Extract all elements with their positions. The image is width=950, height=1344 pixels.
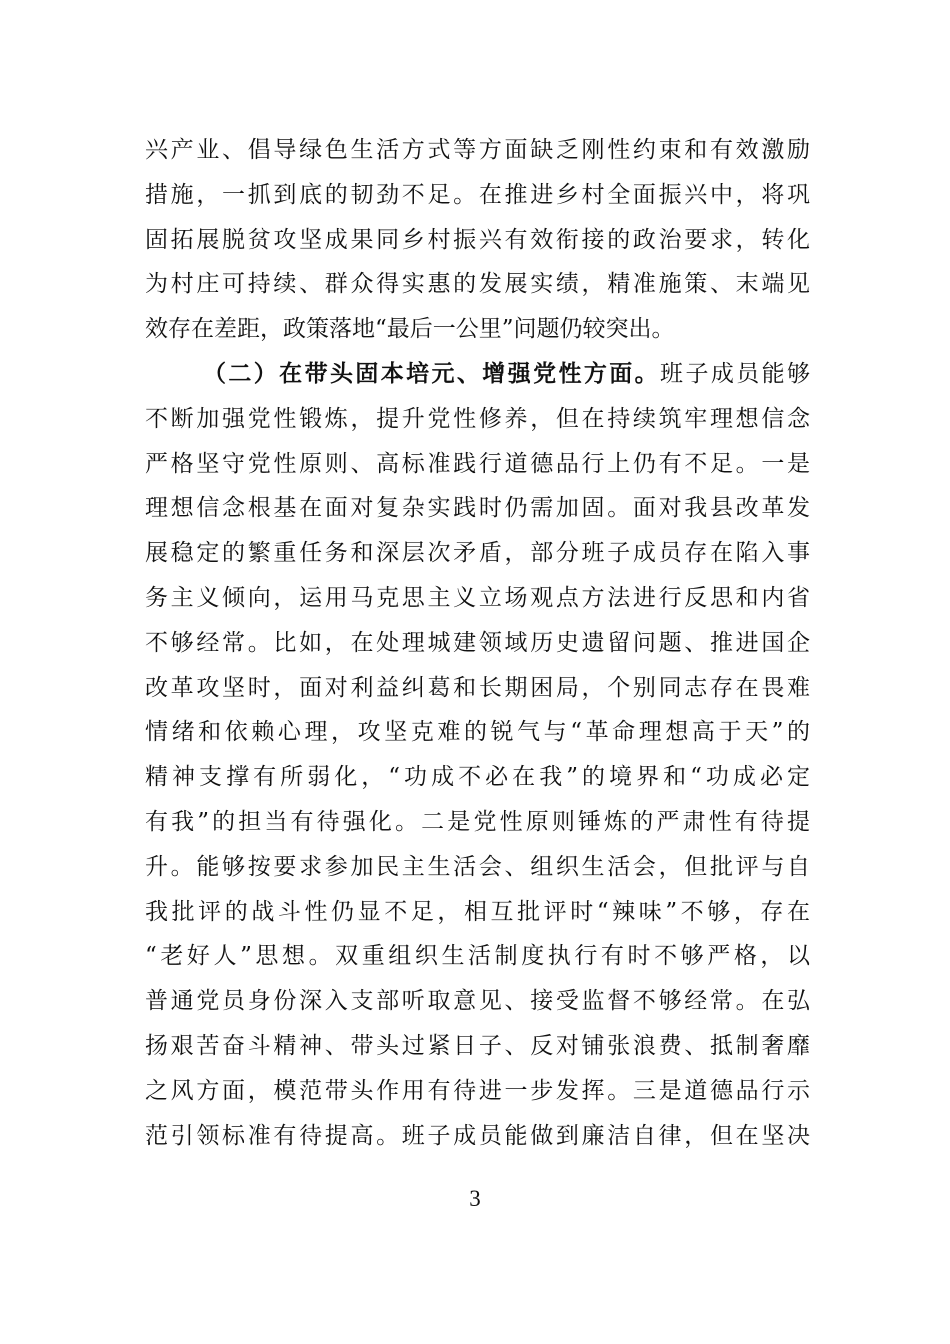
text-line: 理想信念根基在面对复杂实践时仍需加固。面对我县改革发 [145,495,810,522]
text-line: “老好人”思想。双重组织生活制度执行有时不够严格，以 [145,943,810,970]
text-line: 不断加强党性锻炼，提升党性修养，但在持续筑牢理想信念 [145,405,810,432]
text-line: 有我”的担当有待强化。二是党性原则锤炼的严肃性有待提 [145,808,810,835]
text-line: 效存在差距，政策落地“最后一公里”问题仍较突出。 [145,316,675,343]
text-line: 务主义倾向，运用马克思主义立场观点方法进行反思和内省 [145,584,810,611]
text-line: 普通党员身份深入支部听取意见、接受监督不够经常。在弘 [145,988,810,1015]
section-heading-line [145,352,810,397]
text-line: 不够经常。比如，在处理城建领域历史遗留问题、推进国企 [145,629,810,656]
text-line: 范引领标准有待提高。班子成员能做到廉洁自律，但在坚决 [145,1122,810,1149]
text-line: 改革攻坚时，面对利益纠葛和长期困局，个别同志存在畏难 [145,674,810,701]
text-line: 升。能够按要求参加民主生活会、组织生活会，但批评与自 [145,853,810,880]
text-line: 措施，一抓到底的韧劲不足。在推进乡村全面振兴中，将巩 [145,181,810,208]
text-line: 情绪和依赖心理，攻坚克难的锐气与“革命理想高于天”的 [145,719,810,746]
text-line: 精神支撑有所弱化，“功成不必在我”的境界和“功成必定 [145,764,810,791]
section-heading-continuation: 班子成员能够 [660,360,810,387]
text-line: 固拓展脱贫攻坚成果同乡村振兴有效衔接的政治要求，转化 [145,226,810,253]
text-line: 兴产业、倡导绿色生活方式等方面缺乏刚性约束和有效激励 [145,137,810,163]
text-line: 我批评的战斗性仍显不足，相互批评时“辣味”不够，存在 [145,898,810,925]
section-heading: （二）在带头固本培元、增强党性方面。 [203,359,661,387]
text-line: 展稳定的繁重任务和深层次矛盾，部分班子成员存在陷入事 [145,540,810,567]
page-number: 3 [469,1186,481,1211]
text-line: 之风方面，模范带头作用有待进一步发挥。三是道德品行示 [145,1077,810,1104]
body-text [145,128,810,1158]
text-line: 扬艰苦奋斗精神、带头过紧日子、反对铺张浪费、抵制奢靡 [145,1032,810,1059]
text-line: 严格坚守党性原则、高标准践行道德品行上仍有不足。一是 [145,450,810,477]
text-line: 为村庄可持续、群众得实惠的发展实绩，精准施策、末端见 [145,271,810,298]
